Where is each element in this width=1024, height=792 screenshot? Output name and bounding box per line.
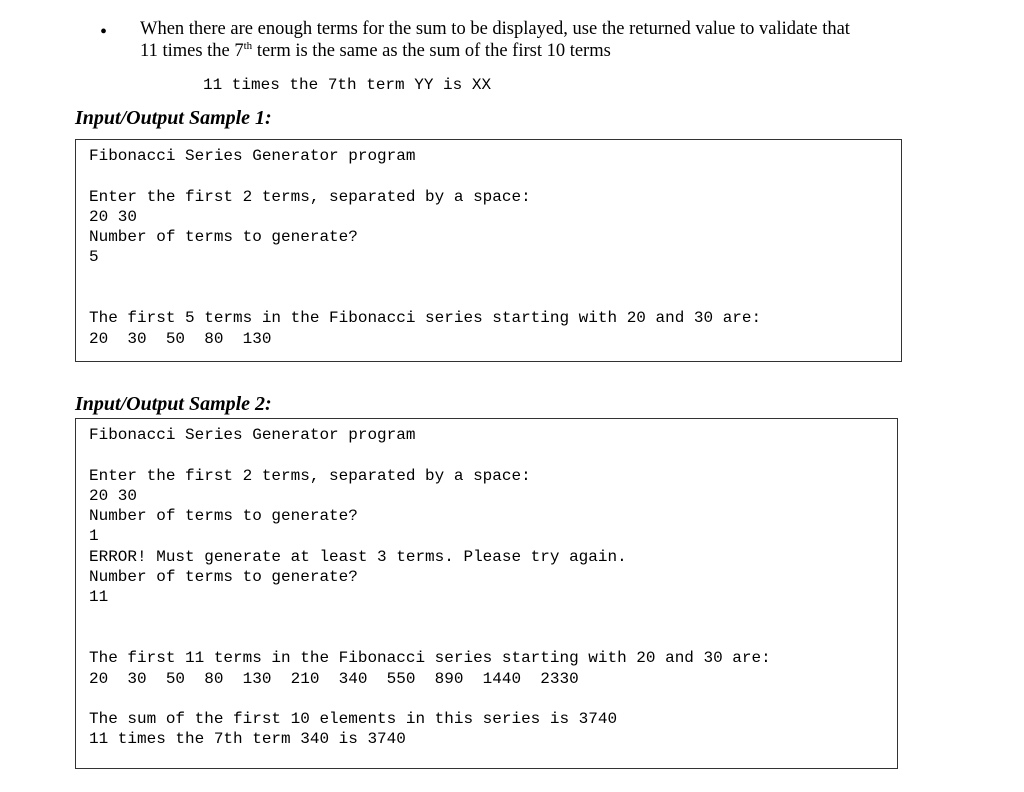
bullet-icon: • xyxy=(100,21,108,43)
console-line: 20 30 xyxy=(89,486,138,505)
console-line xyxy=(89,608,897,628)
console-line xyxy=(89,628,897,648)
console-line: 1 xyxy=(89,527,99,546)
console-line: Fibonacci Series Generator program xyxy=(89,147,416,165)
console-line xyxy=(89,166,901,186)
sample-1-console xyxy=(75,139,902,362)
console-line: ERROR! Must generate at least 3 terms. Please try again. xyxy=(89,547,627,566)
console-line: 20 30 50 80 130 xyxy=(89,329,272,348)
console-line: The sum of the first 10 elements in this series is 3740 xyxy=(89,710,618,729)
console-line: Fibonacci Series Generator program xyxy=(89,426,416,444)
console-line: 11 xyxy=(89,588,109,607)
console-line: The first 11 terms in the Fibonacci series starting with 20 and 30 are: xyxy=(89,649,771,668)
sample-2-console xyxy=(75,418,898,769)
sample-2-title: Input/Output Sample 2: xyxy=(75,393,272,415)
console-line: The first 5 terms in the Fibonacci series starting with 20 and 30 are: xyxy=(89,309,762,328)
console-line: Number of terms to generate? xyxy=(89,507,358,526)
console-line: Enter the first 2 terms, separated by a space: xyxy=(89,466,531,485)
instruction-text xyxy=(140,18,850,62)
console-line: 20 30 50 80 130 210 340 550 890 1440 2330 xyxy=(89,669,579,688)
instruction-line-2: 11 times the 7th term is the same as the sum of the first 10 terms xyxy=(140,39,611,61)
sample-1-title: Input/Output Sample 1: xyxy=(75,107,272,129)
console-line: Number of terms to generate? xyxy=(89,568,358,587)
console-line: 20 30 xyxy=(89,207,138,226)
console-line: 5 xyxy=(89,248,99,267)
console-line xyxy=(89,689,897,709)
console-line: Number of terms to generate? xyxy=(89,228,358,247)
console-line xyxy=(89,268,901,288)
console-line: 11 times the 7th term 340 is 3740 xyxy=(89,730,406,749)
console-line xyxy=(89,445,897,465)
console-line xyxy=(89,288,901,308)
format-example-line: 11 times the 7th term YY is XX xyxy=(203,76,492,94)
instruction-line-1: When there are enough terms for the sum to be displayed, use the returned value to validate that xyxy=(140,19,850,39)
console-line: Enter the first 2 terms, separated by a space: xyxy=(89,187,531,206)
